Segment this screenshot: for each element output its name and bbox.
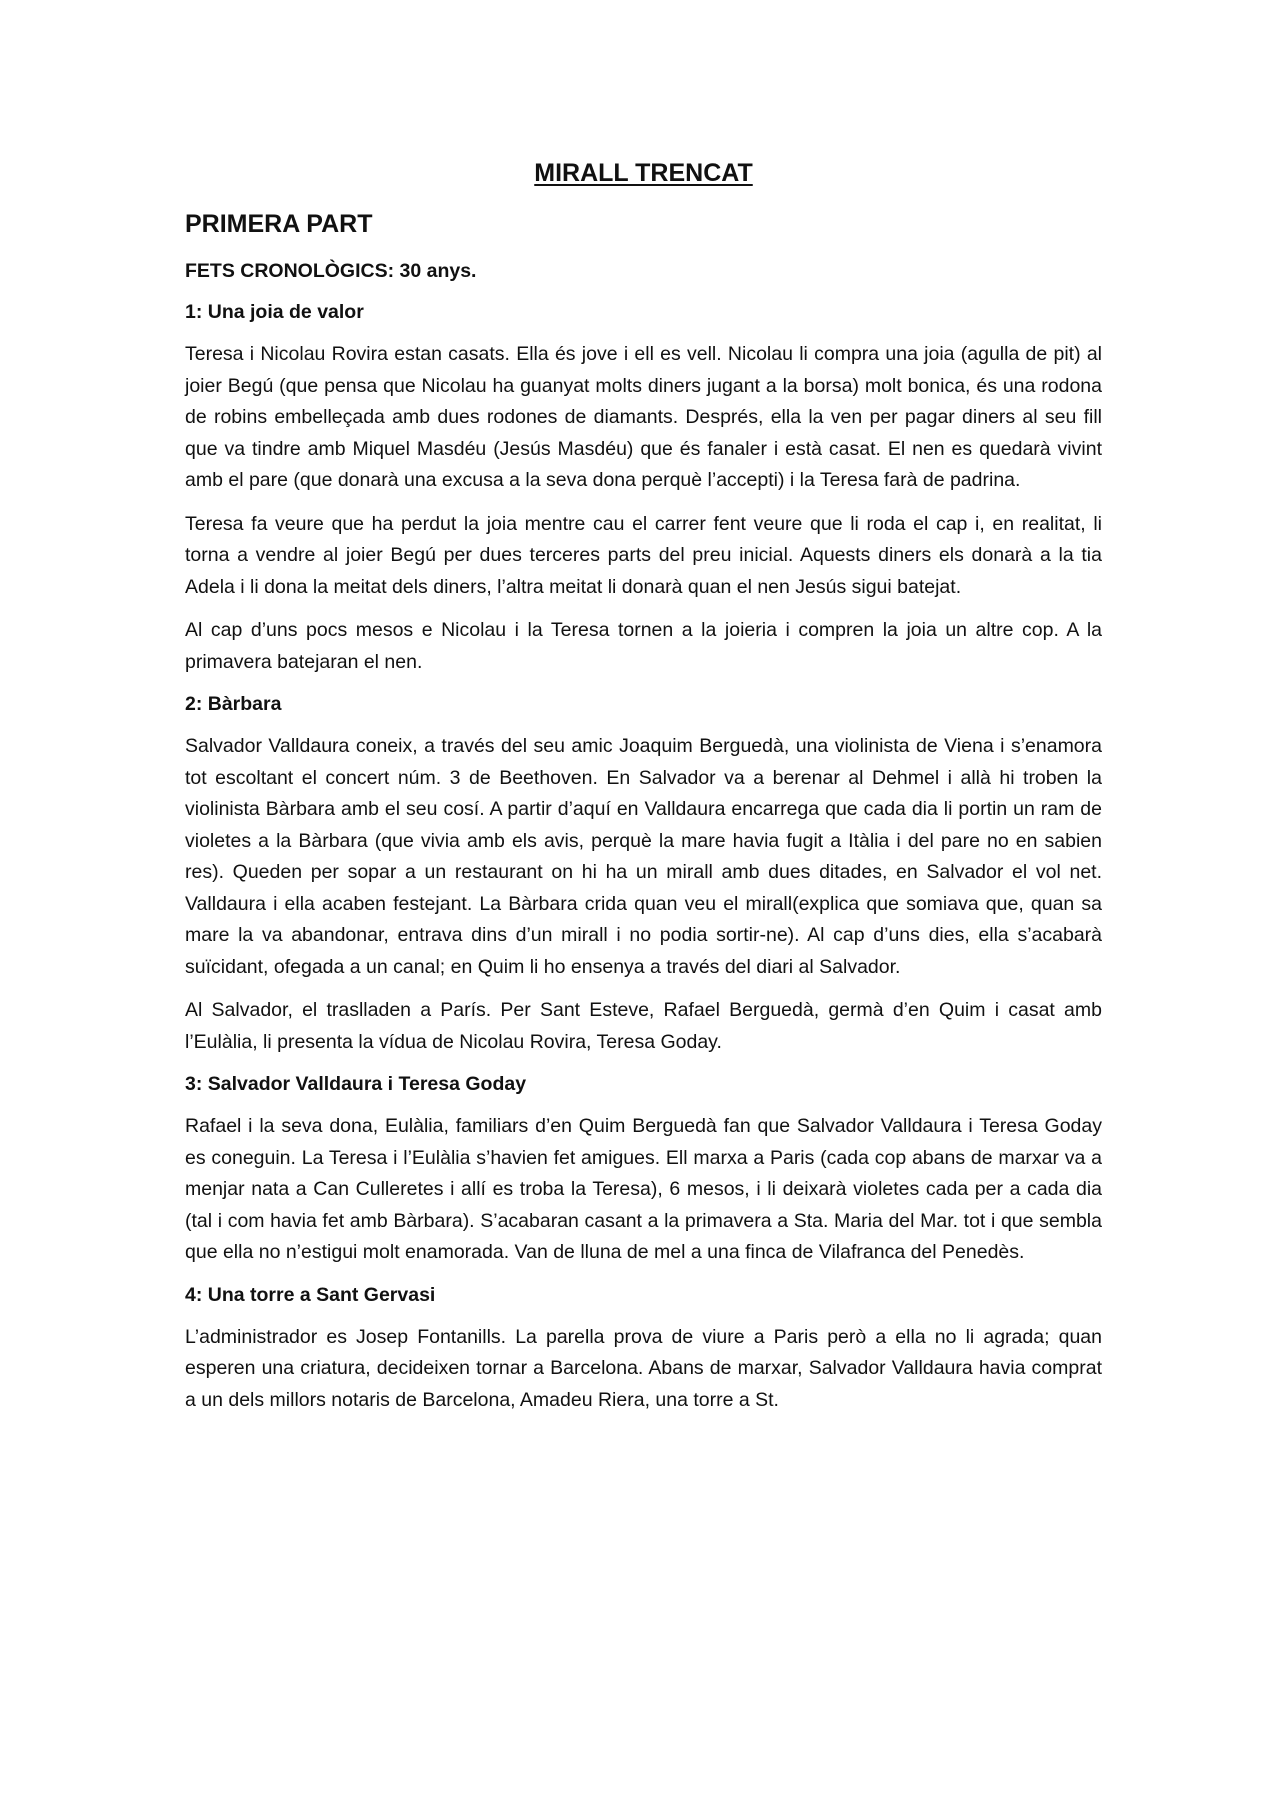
section-heading: 3: Salvador Valldaura i Teresa Goday: [185, 1073, 527, 1095]
section-heading: 2: Bàrbara: [185, 693, 282, 715]
section-heading: 4: Una torre a Sant Gervasi: [185, 1283, 436, 1306]
paragraph: Al cap d’uns pocs mesos e Nicolau i la Teresa tornen a la joieria i compren la joia un altre cop. A la primavera batejaran el nen.: [185, 619, 1102, 673]
section-3: [185, 1070, 1102, 1269]
paragraph: Teresa fa veure que ha perdut la joia mentre cau el carrer fent veure que li roda el cap i, en realitat, li torna a vendre al joier Begú per dues terceres parts del preu inicial. Aquests diners els donarà a la tia Adela i li dona la meitat dels diners, l’altra meitat li donarà quan el nen Jesús sigui batejat.: [185, 512, 1102, 598]
part-title: PRIMERA PART: [185, 210, 373, 238]
section-4: [185, 1281, 1102, 1417]
paragraph: L’administrador es Josep Fontanills. La parella prova de viure a Paris però a ella no li agrada; quan esperen una criatura, decideixen tornar a Barcelona. Abans de marxar, Salvador Valldaura havia comprat a un dels millors notaris de Barcelona, Amadeu Riera, una torre a St.: [185, 1325, 1102, 1411]
chronology-heading: FETS CRONOLÒGICS: 30 anys.: [185, 260, 477, 282]
paragraph: Rafael i la seva dona, Eulàlia, familiars d’en Quim Berguedà fan que Salvador Valldaura i Teresa Goday es coneguin. La Teresa i l’Eulàlia s’havien fet amigues. Ell marxa a Paris (cada cop abans de marxar va a menjar nata a Can Culleretes i allí es troba la Teresa), 6 mesos, i li deixarà violetes cada per a cada dia (tal i com havia fet amb Bàrbara). S’acabaran casant a la primavera a Sta. Maria del Mar. tot i que sembla que ella no n’estigui molt enamorada. Van de lluna de mel a una finca de Vilafranca del Penedès.: [185, 1115, 1102, 1263]
paragraph: Salvador Valldaura coneix, a través del seu amic Joaquim Berguedà, una violinista de Viena i s’enamora tot escoltant el concert núm. 3 de Beethoven. En Salvador va a berenar al Dehmel i allà hi troben la violinista Bàrbara amb el seu cosí. A partir d’aquí en Valldaura encarrega que cada dia li portin un ram de violetes a la Bàrbara (que vivia amb els avis, perquè la mare havia fugit a Itàlia i del pare no en sabien res). Queden per sopar a un restaurant on hi ha un mirall amb dues ditades, en Salvador el vol net. Valldaura i ella acaben festejant. La Bàrbara crida quan veu el mirall(explica que somiava que, quan sa mare la va abandonar, entrava dins d’un mirall i no podia sortir-ne). Al cap d’uns dies, ella s’acabarà suïcidant, ofegada a un canal; en Quim li ho ensenya a través del diari al Salvador.: [185, 735, 1102, 978]
section-heading: 1: Una joia de valor: [185, 301, 364, 323]
section-1: [185, 298, 1102, 678]
paragraph: Teresa i Nicolau Rovira estan casats. Ella és jove i ell es vell. Nicolau li compra una joia (agulla de pit) al joier Begú (que pensa que Nicolau ha guanyat molts diners jugant a la borsa) molt bonica, és una rodona de robins embelleçada amb dues rodones de diamants. Després, ella la ven per pagar diners al seu fill que va tindre amb Miquel Masdéu (Jesús Masdéu) que és fanaler i està casat. El nen es quedarà vivint amb el pare (que donarà una excusa a la seva dona perquè l’accepti) i la Teresa farà de padrina.: [185, 343, 1102, 491]
paragraph: Al Salvador, el traslladen a París. Per Sant Esteve, Rafael Berguedà, germà d’en Quim i casat amb l’Eulàlia, li presenta la vídua de Nicolau Rovira, Teresa Goday.: [185, 999, 1102, 1053]
section-2: [185, 690, 1102, 1058]
document-title: MIRALL TRENCAT: [534, 159, 753, 187]
document-page: [185, 150, 1102, 1428]
